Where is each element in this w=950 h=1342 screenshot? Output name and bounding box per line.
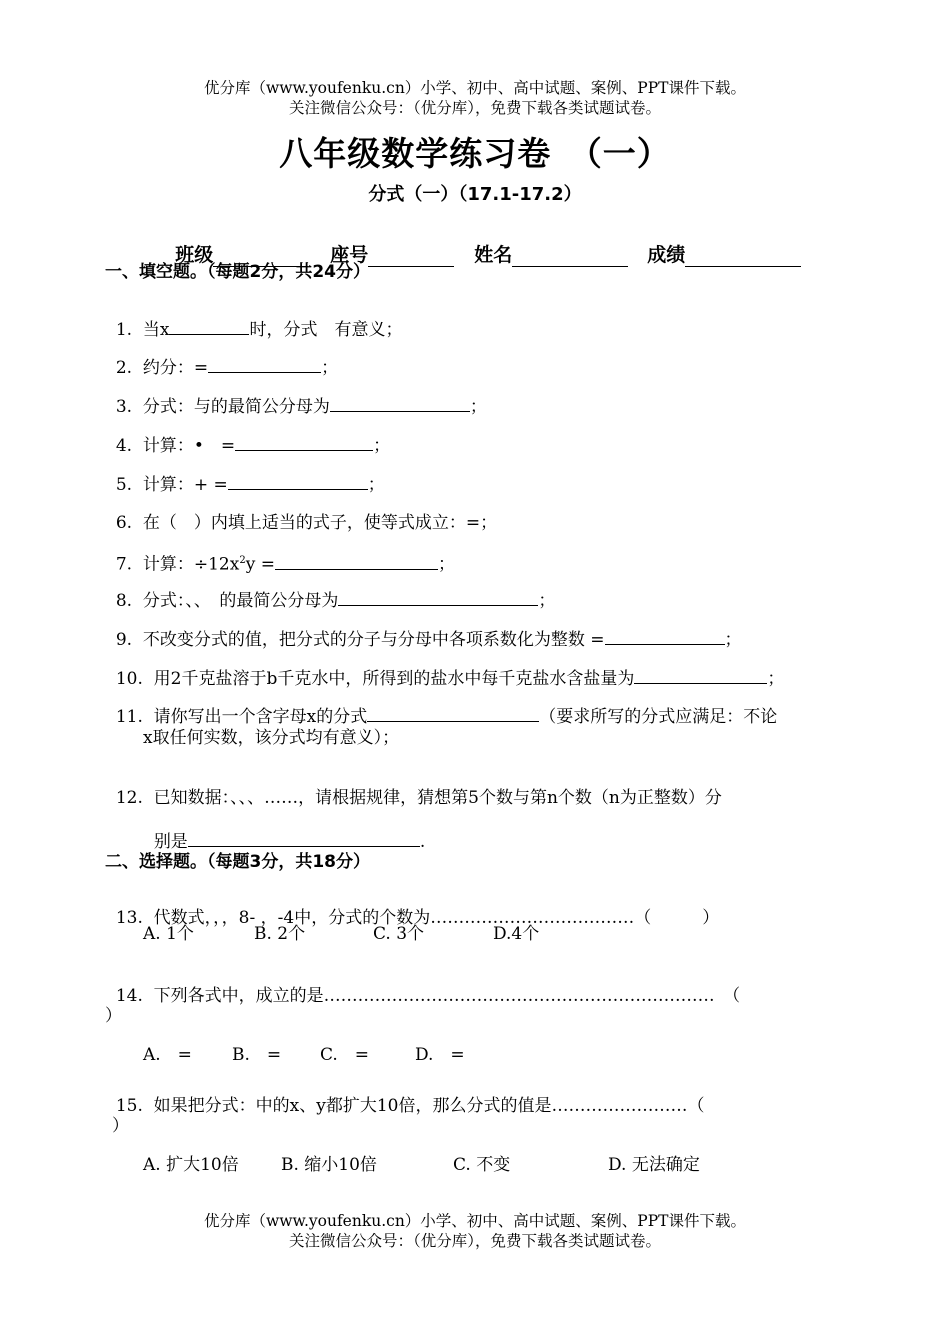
question-number: 5. bbox=[115, 475, 133, 495]
choice-d[interactable]: D.4个 bbox=[493, 924, 540, 944]
question-text: 时，分式 有意义； bbox=[249, 320, 403, 340]
question-number: 6. bbox=[115, 513, 133, 533]
answer-blank[interactable] bbox=[188, 830, 420, 847]
question-11-continued: x取任何实数，该分式均有意义）； bbox=[143, 728, 400, 748]
choice-c[interactable]: C. = bbox=[320, 1045, 370, 1065]
choice-c[interactable]: C. 3个 bbox=[373, 924, 425, 944]
question-text: ； bbox=[367, 475, 385, 495]
question-text: . bbox=[419, 832, 426, 852]
question-text: 请你写出一个含字母x的分式 bbox=[153, 707, 368, 727]
question-text: 计算：+ = bbox=[142, 475, 228, 495]
question-15-paren: ） bbox=[112, 1116, 129, 1136]
question-number: 8. bbox=[115, 591, 133, 611]
question-number: 4. bbox=[115, 436, 133, 456]
score-field bbox=[634, 218, 801, 267]
name-blank[interactable] bbox=[512, 246, 628, 267]
score-label: 成绩 bbox=[647, 244, 686, 266]
question-text: 用2千克盐溶于b千克水中，所得到的盐水中每千克盐水含盐量为 bbox=[153, 669, 635, 689]
question-text: ； bbox=[469, 397, 487, 417]
section-fill-blank-heading: 一、填空题。（每题2分，共24分） bbox=[105, 262, 370, 282]
question-12 bbox=[105, 765, 722, 809]
question-text: 计算：÷12x bbox=[142, 554, 240, 575]
exponent: 2 bbox=[239, 555, 246, 566]
answer-blank[interactable] bbox=[228, 473, 368, 490]
question-number: 3. bbox=[115, 397, 133, 417]
name-label: 姓名 bbox=[474, 244, 513, 266]
header-line-2: 关注微信公众号：（优分库），免费下载各类试题试卷。 bbox=[288, 99, 661, 117]
choice-a[interactable]: A. 1个 bbox=[143, 924, 194, 944]
answer-blank[interactable] bbox=[330, 395, 470, 412]
question-text: （要求所写的分式应满足：不论 bbox=[539, 707, 778, 727]
question-text: y = bbox=[245, 554, 275, 575]
question-text: 已知数据：、、、……，请根据规律，猜想第5个数与第n个数（n为正整数）分 bbox=[153, 788, 722, 808]
question-number: 2. bbox=[115, 358, 133, 378]
question-number: 13. bbox=[115, 908, 143, 928]
section-choice-heading: 二、选择题。（每题3分，共18分） bbox=[105, 852, 370, 872]
choice-a[interactable]: A. 扩大10倍 bbox=[143, 1155, 239, 1175]
question-15 bbox=[105, 1073, 705, 1117]
question-text: 分式：与的最简公分母为 bbox=[142, 397, 330, 417]
seat-blank[interactable] bbox=[368, 246, 454, 267]
choice-d[interactable]: D. = bbox=[415, 1045, 465, 1065]
question-text: ； bbox=[437, 554, 455, 575]
question-number: 11. bbox=[115, 707, 143, 727]
question-11 bbox=[105, 683, 777, 728]
question-14 bbox=[105, 963, 740, 1007]
question-number: 1. bbox=[115, 320, 133, 340]
question-number: 14. bbox=[115, 986, 143, 1006]
question-number: 9. bbox=[115, 630, 133, 650]
seat-label: 座号 bbox=[330, 244, 369, 266]
question-number: 10. bbox=[115, 669, 143, 689]
question-text: ； bbox=[767, 669, 785, 689]
question-text: 下列各式中，成立的是…………………………………………………………… （ bbox=[153, 986, 741, 1006]
header-line-1: 优分库（www.youfenku.cn）小学、初中、高中试题、案例、PPT课件下载。 bbox=[203, 79, 747, 97]
choice-d[interactable]: D. 无法确定 bbox=[608, 1155, 700, 1175]
choice-b[interactable]: B. 2个 bbox=[254, 924, 306, 944]
class-label: 班级 bbox=[175, 244, 214, 266]
question-text: 约分：= bbox=[142, 358, 209, 378]
question-text: ； bbox=[538, 591, 556, 611]
answer-blank[interactable] bbox=[367, 705, 539, 722]
choice-b[interactable]: B. 缩小10倍 bbox=[281, 1155, 377, 1175]
question-number: 12. bbox=[115, 788, 143, 808]
question-text: 代数式，，，8- ，-4中，分式的个数为………………………………（ ） bbox=[153, 908, 720, 928]
choice-c[interactable]: C. 不变 bbox=[453, 1155, 511, 1175]
answer-blank[interactable] bbox=[338, 589, 538, 606]
question-text: 不改变分式的值，把分式的分子与分母中各项系数化为整数 = bbox=[142, 630, 605, 650]
answer-blank[interactable] bbox=[605, 628, 725, 645]
question-text: 分式：、、 的最简公分母为 bbox=[142, 591, 339, 611]
answer-blank[interactable] bbox=[634, 667, 767, 684]
question-14-paren: ） bbox=[105, 1006, 122, 1026]
question-text: 计算：• = bbox=[142, 436, 236, 456]
page-title: 八年级数学练习卷 （一） bbox=[279, 134, 671, 173]
name-field bbox=[461, 218, 628, 267]
choice-b[interactable]: B. = bbox=[232, 1045, 282, 1065]
question-number: 7. bbox=[115, 554, 133, 575]
footer-line-2: 关注微信公众号：（优分库），免费下载各类试题试卷。 bbox=[288, 1232, 661, 1250]
choice-a[interactable]: A. = bbox=[143, 1045, 192, 1065]
page-subtitle: 分式（一）（17.1-17.2） bbox=[368, 184, 582, 205]
question-number: 15. bbox=[115, 1096, 143, 1116]
answer-blank[interactable] bbox=[235, 434, 373, 451]
answer-blank[interactable] bbox=[169, 318, 249, 335]
answer-blank[interactable] bbox=[208, 356, 321, 373]
question-text: ； bbox=[724, 630, 742, 650]
question-text: 如果把分式：中的x、y都扩大10倍，那么分式的值是……………………（ bbox=[153, 1096, 705, 1116]
question-text: ； bbox=[373, 436, 391, 456]
footer-line-1: 优分库（www.youfenku.cn）小学、初中、高中试题、案例、PPT课件下载。 bbox=[203, 1212, 747, 1230]
question-text: 在（ ）内填上适当的式子，使等式成立：=； bbox=[142, 513, 498, 533]
question-text: 当x bbox=[142, 320, 170, 340]
question-text: 别是 bbox=[153, 832, 188, 852]
score-blank[interactable] bbox=[685, 246, 801, 267]
question-text: ； bbox=[321, 358, 339, 378]
